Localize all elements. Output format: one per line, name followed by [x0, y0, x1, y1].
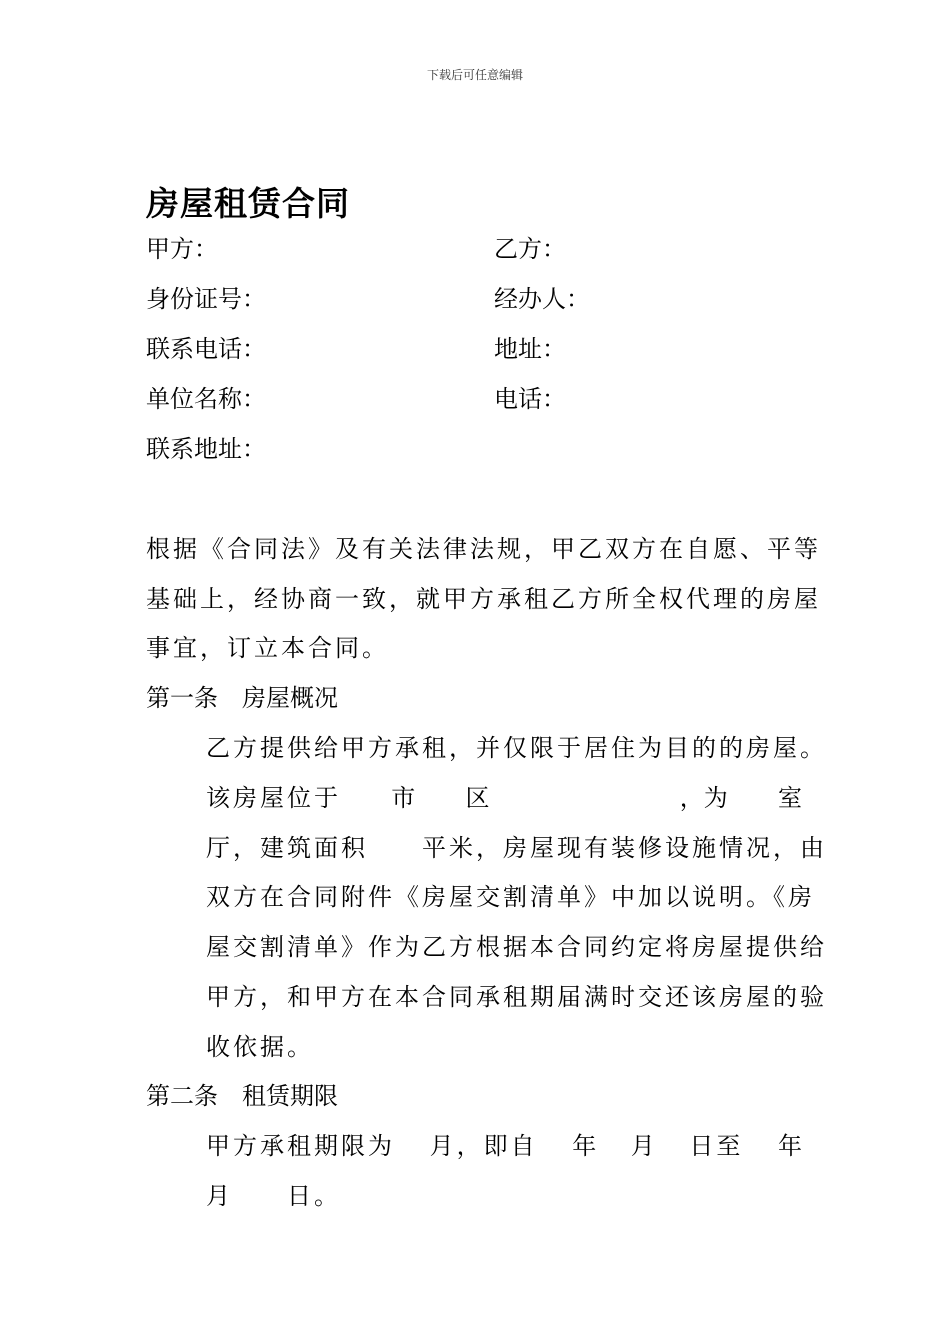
term-prefix: 甲方承租期限为 — [206, 1132, 395, 1160]
location-prefix: 该房屋位于 — [206, 784, 341, 812]
contact-address-label: 联系地址： — [146, 435, 266, 463]
article-1-location-line — [206, 783, 802, 813]
article-2-term-line — [206, 1131, 802, 1161]
article-1-line: 厅，建筑面积 平米，房屋现有装修设施情况，由 — [206, 834, 827, 862]
address-label: 地址： — [494, 335, 566, 363]
location-room-unit: 室 — [778, 784, 802, 812]
preamble-line: 事宜，订立本合同。 — [146, 634, 389, 662]
article-1-line: 屋交割清单》作为乙方根据本合同约定将房屋提供给 — [206, 933, 827, 961]
agent-label: 经办人： — [494, 285, 590, 313]
contact-phone-label: 联系电话： — [146, 335, 266, 363]
header-note: 下载后可任意编辑 — [426, 68, 523, 82]
company-name-label: 单位名称： — [146, 385, 266, 413]
term-start-day: 日至 — [689, 1132, 744, 1160]
article-1-line: 乙方提供给甲方承租，并仅限于居住为目的的房屋。 — [206, 734, 827, 762]
party-a-label: 甲方： — [146, 235, 218, 263]
article-1-line: 双方在合同附件《房屋交割清单》中加以说明。《房 — [206, 883, 815, 911]
term-start-month: 月 — [630, 1132, 655, 1160]
id-number-label: 身份证号： — [146, 285, 266, 313]
document-title: 房屋租赁合同 — [146, 184, 350, 223]
location-city: 市 — [391, 784, 416, 812]
preamble-line: 基础上，经协商一致，就甲方承租乙方所全权代理的房屋 — [146, 585, 821, 613]
location-rooms: ，为 — [679, 784, 728, 812]
article-1-heading: 第一条 房屋概况 — [146, 684, 338, 712]
location-district: 区 — [465, 784, 490, 812]
article-1-line: 收依据。 — [206, 1033, 314, 1061]
term-start-year: 年 — [572, 1132, 597, 1160]
article-1-line: 甲方，和甲方在本合同承租期届满时交还该房屋的验 — [206, 983, 827, 1011]
phone-label: 电话： — [494, 385, 566, 413]
article-2-term-end: 月 日。 — [206, 1182, 341, 1210]
preamble-line: 根据《合同法》及有关法律法规，甲乙双方在自愿、平等 — [146, 535, 821, 563]
term-month: 月，即自 — [429, 1132, 538, 1160]
party-b-label: 乙方： — [494, 235, 566, 263]
article-2-heading: 第二条 租赁期限 — [146, 1082, 338, 1110]
term-end-year: 年 — [777, 1132, 802, 1160]
